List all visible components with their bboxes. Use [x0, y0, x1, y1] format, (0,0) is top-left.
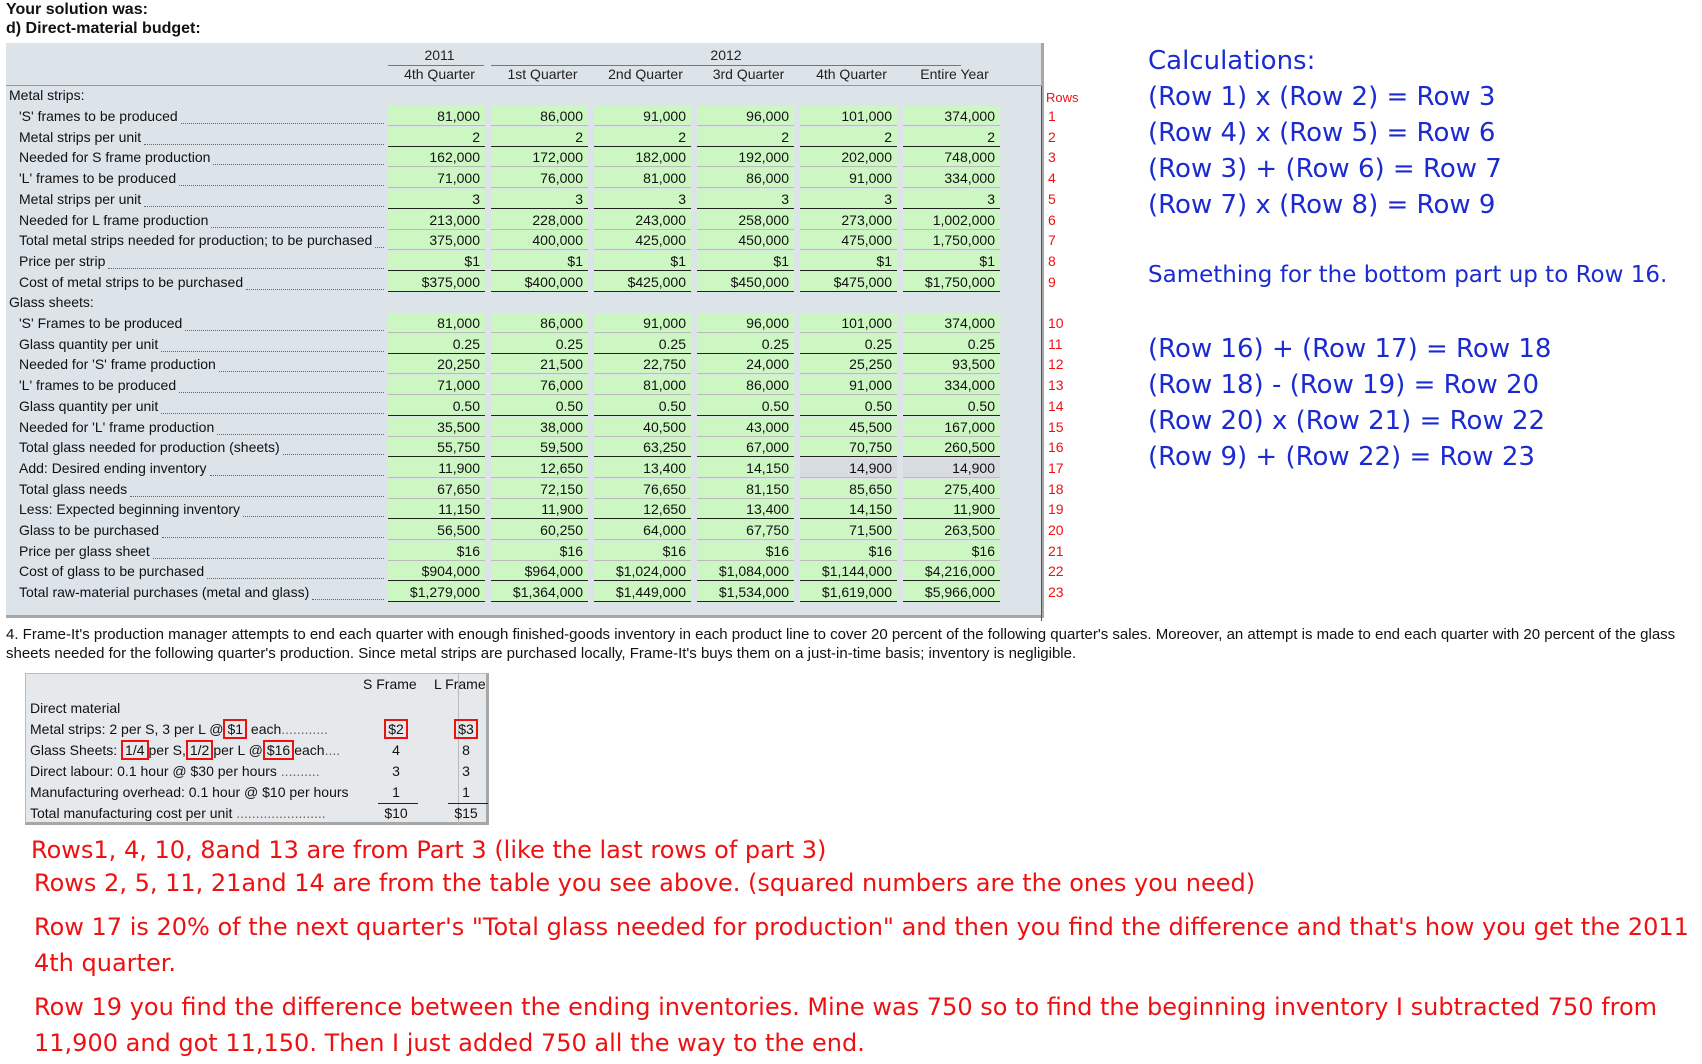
- rows-divider: [1041, 86, 1042, 621]
- value-cell: 375,000: [388, 230, 485, 250]
- value-cell: 20,250: [388, 354, 485, 374]
- value-cell: 86,000: [491, 106, 588, 126]
- value-cell: 40,500: [594, 417, 691, 437]
- value-cell: 11,900: [903, 499, 1000, 519]
- budget-row: [6, 168, 1044, 189]
- value-cell: 59,500: [491, 437, 588, 457]
- value-cell: 0.50: [903, 396, 1000, 416]
- value-cell: $16: [800, 541, 897, 561]
- budget-row: [6, 437, 1044, 458]
- row-label: Needed for L frame production: [19, 211, 209, 228]
- value-cell: 260,500: [903, 437, 1000, 457]
- leader-dots: [130, 482, 384, 497]
- row-number: 16: [1048, 439, 1064, 456]
- row-label: Price per glass sheet: [19, 542, 150, 559]
- row-number: 19: [1048, 501, 1064, 518]
- value-cell: 64,000: [594, 520, 691, 540]
- leader-dots: [144, 192, 384, 207]
- row-label: Needed for S frame production: [19, 149, 211, 166]
- budget-row: [6, 272, 1044, 293]
- value-cell: $1: [697, 251, 794, 271]
- value-cell: $1,619,000: [800, 582, 897, 602]
- value-cell: $450,000: [697, 272, 794, 292]
- value-cell: 0.25: [491, 334, 588, 354]
- row-label: 'L' frames to be produced: [19, 170, 177, 187]
- value-cell: 273,000: [800, 210, 897, 230]
- year-2011-header: 2011: [424, 47, 455, 63]
- col-header: 4th Quarter: [404, 66, 475, 82]
- row-number: 20: [1048, 522, 1064, 538]
- value-cell: 14,900: [903, 458, 1000, 478]
- value-cell: 43,000: [697, 417, 794, 437]
- calc-line: (Row 9) + (Row 22) = Row 23: [1148, 442, 1535, 472]
- row-number: 9: [1048, 273, 1056, 290]
- direct-material-label: Direct material: [30, 700, 121, 716]
- col-header: Entire Year: [920, 66, 989, 82]
- leader-dots: [213, 150, 384, 165]
- leader-dots: [144, 130, 384, 145]
- value-cell: 3: [491, 189, 588, 209]
- value-cell: 0.25: [594, 334, 691, 354]
- value-cell: 81,000: [594, 375, 691, 395]
- value-cell: 0.50: [388, 396, 485, 416]
- row-label: Needed for 'L' frame production: [19, 418, 215, 435]
- row-label: Cost of metal strips to be purchased: [19, 273, 244, 290]
- leader-dots: [161, 399, 384, 414]
- value-cell: 425,000: [594, 230, 691, 250]
- leader-dots: [217, 420, 384, 435]
- value-cell: 24,000: [697, 354, 794, 374]
- calc-line: (Row 3) + (Row 6) = Row 7: [1148, 154, 1502, 184]
- value-cell: $904,000: [388, 561, 485, 581]
- budget-row: [6, 210, 1044, 231]
- leader-dots: [181, 109, 384, 124]
- value-cell: 2: [388, 127, 485, 147]
- value-cell: 45,500: [800, 417, 897, 437]
- glass-sheets-label: Glass Sheets: 1/4 per S, 1/2 per L @ $16 each....: [30, 742, 341, 758]
- value-cell: 167,000: [903, 417, 1000, 437]
- value-cell: 67,000: [697, 437, 794, 457]
- value-cell: $425,000: [594, 272, 691, 292]
- value-cell: 0.25: [697, 334, 794, 354]
- value-cell: $1: [491, 251, 588, 271]
- value-cell: 56,500: [388, 520, 485, 540]
- value-cell: 76,000: [491, 375, 588, 395]
- metal-strips-label: Metal strips: 2 per S, 3 per L @ $1 each............: [30, 721, 328, 737]
- budget-row: [6, 458, 1044, 479]
- row-label: Price per strip: [19, 252, 106, 269]
- budget-row: [6, 561, 1044, 582]
- section-glass-sheets: Glass sheets:: [9, 294, 94, 310]
- row-number: 7: [1048, 232, 1056, 249]
- value-cell: 11,900: [388, 458, 485, 478]
- value-cell: 71,500: [800, 520, 897, 540]
- col-header: 3rd Quarter: [712, 66, 785, 82]
- col-l-frame: L Frame: [434, 676, 486, 692]
- value-cell: $1: [594, 251, 691, 271]
- row-number: 4: [1048, 170, 1056, 187]
- value-cell: 748,000: [903, 147, 1000, 167]
- row-label: Less: Expected beginning inventory: [19, 501, 241, 518]
- value-cell: 172,000: [491, 147, 588, 167]
- value-cell: $1,024,000: [594, 561, 691, 581]
- leader-dots: [375, 233, 384, 248]
- s-total-value: $10: [384, 805, 408, 821]
- row-label: Metal strips per unit: [19, 128, 142, 145]
- value-cell: 2: [800, 127, 897, 147]
- value-cell: 12,650: [594, 499, 691, 519]
- calc-line: (Row 4) x (Row 5) = Row 6: [1148, 118, 1496, 148]
- row-label: Glass quantity per unit: [19, 335, 159, 352]
- leader-dots: [210, 461, 384, 476]
- value-cell: 93,500: [903, 354, 1000, 374]
- row-number: 23: [1048, 584, 1064, 601]
- value-cell: $375,000: [388, 272, 485, 292]
- leader-dots: [246, 275, 384, 290]
- row-number: 10: [1048, 315, 1064, 331]
- col-s-frame: S Frame: [363, 676, 417, 692]
- calc-note: Samething for the bottom part up to Row 16.: [1148, 262, 1668, 288]
- value-cell: 38,000: [491, 417, 588, 437]
- value-cell: 1,002,000: [903, 210, 1000, 230]
- row-label: Glass to be purchased: [19, 522, 160, 538]
- value-cell: 91,000: [594, 313, 691, 333]
- col-header: 1st Quarter: [507, 66, 578, 82]
- calc-line: (Row 20) x (Row 21) = Row 22: [1148, 406, 1546, 436]
- row-label: Total glass needed for production (sheets): [19, 439, 280, 456]
- year-2012-header: 2012: [710, 47, 742, 63]
- value-cell: $1,279,000: [388, 582, 485, 602]
- value-cell: 12,650: [491, 458, 588, 478]
- question-note: 4. Frame-It's production manager attempts to end each quarter with enough finished-goods inventory in each product line to cover 20 percent of the following quarter's sales. Moreover, an attempt is made to end each quarter with 20 percent of the glass sheets needed for the following quarter's production. Since metal strips are purchased locally, Frame-It's buys them on a just-in-time basis; inventory is negligible.: [6, 626, 1676, 662]
- value-cell: 11,900: [491, 499, 588, 519]
- value-cell: 81,000: [388, 106, 485, 126]
- value-cell: 67,650: [388, 479, 485, 499]
- row-label: Metal strips per unit: [19, 190, 142, 207]
- row-number: 6: [1048, 211, 1056, 228]
- value-cell: 11,150: [388, 499, 485, 519]
- value-cell: 374,000: [903, 106, 1000, 126]
- leader-dots: [108, 254, 384, 269]
- value-cell: 86,000: [697, 168, 794, 188]
- leader-dots: [312, 585, 384, 600]
- value-cell: 2: [697, 127, 794, 147]
- l-overhead-value: 1: [462, 784, 470, 800]
- value-cell: $16: [491, 541, 588, 561]
- calc-line: (Row 7) x (Row 8) = Row 9: [1148, 190, 1496, 220]
- value-cell: 101,000: [800, 106, 897, 126]
- budget-row: [6, 396, 1044, 417]
- budget-row: [6, 499, 1044, 520]
- value-cell: 0.25: [388, 334, 485, 354]
- l-labour-value: 3: [462, 763, 470, 779]
- value-cell: $400,000: [491, 272, 588, 292]
- budget-row: [6, 375, 1044, 396]
- value-cell: 3: [903, 189, 1000, 209]
- value-cell: 0.50: [491, 396, 588, 416]
- value-cell: 228,000: [491, 210, 588, 230]
- value-cell: 0.50: [800, 396, 897, 416]
- value-cell: 81,150: [697, 479, 794, 499]
- row-number: 18: [1048, 480, 1064, 497]
- overhead-label: Manufacturing overhead: 0.1 hour @ $10 per hours: [30, 784, 349, 800]
- row-number: 3: [1048, 149, 1056, 166]
- row-number: 5: [1048, 190, 1056, 207]
- budget-row: [6, 127, 1044, 148]
- value-cell: 35,500: [388, 417, 485, 437]
- budget-heading: d) Direct-material budget:: [6, 20, 201, 37]
- row-number: 8: [1048, 252, 1056, 269]
- leader-dots: [179, 378, 384, 393]
- value-cell: 71,000: [388, 375, 485, 395]
- red-note: Row 17 is 20% of the next quarter's "Total glass needed for production" and then you find the difference and that's how you get the 2011: [34, 913, 1689, 941]
- row-label: Add: Desired ending inventory: [19, 459, 207, 476]
- value-cell: 13,400: [697, 499, 794, 519]
- leader-dots: [207, 564, 384, 579]
- value-cell: 25,250: [800, 354, 897, 374]
- red-note: Rows 2, 5, 11, 21and 14 are from the table you see above. (squared numbers are the ones you need): [34, 869, 1256, 897]
- value-cell: $16: [388, 541, 485, 561]
- col-header: 4th Quarter: [816, 66, 887, 82]
- row-number: 15: [1048, 418, 1064, 435]
- value-cell: $1: [903, 251, 1000, 271]
- value-cell: 14,150: [800, 499, 897, 519]
- row-label: Total glass needs: [19, 480, 128, 497]
- red-note: Rows1, 4, 10, 8and 13 are from Part 3 (like the last rows of part 3): [31, 836, 827, 864]
- budget-row: [6, 106, 1044, 127]
- value-cell: 67,750: [697, 520, 794, 540]
- value-cell: 91,000: [594, 106, 691, 126]
- value-cell: $475,000: [800, 272, 897, 292]
- value-cell: $1,144,000: [800, 561, 897, 581]
- row-number: 1: [1048, 108, 1056, 124]
- value-cell: $1,084,000: [697, 561, 794, 581]
- value-cell: 2: [903, 127, 1000, 147]
- s-overhead-value: 1: [392, 784, 400, 800]
- value-cell: 400,000: [491, 230, 588, 250]
- value-cell: 86,000: [697, 375, 794, 395]
- value-cell: 13,400: [594, 458, 691, 478]
- leader-dots: [283, 440, 384, 455]
- row-label: Total metal strips needed for production; to be purchased: [19, 232, 373, 249]
- s-glass-value: 4: [392, 742, 400, 758]
- row-number: 14: [1048, 397, 1064, 414]
- value-cell: 3: [594, 189, 691, 209]
- value-cell: $1: [800, 251, 897, 271]
- value-cell: 0.50: [697, 396, 794, 416]
- value-cell: 86,000: [491, 313, 588, 333]
- value-cell: $16: [903, 541, 1000, 561]
- s-metal-value: $2: [376, 721, 416, 737]
- value-cell: 14,900: [800, 458, 897, 478]
- value-cell: 85,650: [800, 479, 897, 499]
- value-cell: 55,750: [388, 437, 485, 457]
- value-cell: 275,400: [903, 479, 1000, 499]
- row-label: 'S' Frames to be produced: [19, 315, 183, 331]
- row-number: 22: [1048, 563, 1064, 580]
- value-cell: 63,250: [594, 437, 691, 457]
- value-cell: $1,750,000: [903, 272, 1000, 292]
- value-cell: 81,000: [594, 168, 691, 188]
- leader-dots: [153, 544, 384, 559]
- value-cell: $1,364,000: [491, 582, 588, 602]
- value-cell: $5,966,000: [903, 582, 1000, 602]
- col-header: 2nd Quarter: [608, 66, 683, 82]
- glass-qty-s-box: 1/4: [121, 740, 148, 760]
- budget-row: [6, 417, 1044, 438]
- value-cell: 0.25: [903, 334, 1000, 354]
- value-cell: $1: [388, 251, 485, 271]
- value-cell: 91,000: [800, 375, 897, 395]
- value-cell: 334,000: [903, 375, 1000, 395]
- row-label: Cost of glass to be purchased: [19, 563, 205, 580]
- value-cell: 192,000: [697, 147, 794, 167]
- row-label: Needed for 'S' frame production: [19, 356, 216, 373]
- value-cell: 60,250: [491, 520, 588, 540]
- value-cell: 3: [388, 189, 485, 209]
- value-cell: 101,000: [800, 313, 897, 333]
- value-cell: 450,000: [697, 230, 794, 250]
- value-cell: 2: [594, 127, 691, 147]
- glass-price-box: $16: [263, 740, 294, 760]
- rows-label: Rows: [1046, 90, 1079, 105]
- calc-line: (Row 18) - (Row 19) = Row 20: [1148, 370, 1540, 400]
- row-number: 21: [1048, 542, 1064, 559]
- row-label: Total raw-material purchases (metal and glass): [19, 584, 310, 601]
- leader-dots: [185, 316, 384, 331]
- value-cell: $16: [594, 541, 691, 561]
- value-cell: $964,000: [491, 561, 588, 581]
- leader-dots: [211, 213, 384, 228]
- value-cell: 258,000: [697, 210, 794, 230]
- value-cell: 76,000: [491, 168, 588, 188]
- value-cell: 334,000: [903, 168, 1000, 188]
- value-cell: 182,000: [594, 147, 691, 167]
- budget-row: [6, 313, 1044, 334]
- budget-row: [6, 582, 1044, 603]
- red-note: 4th quarter.: [34, 949, 177, 977]
- value-cell: 96,000: [697, 313, 794, 333]
- value-cell: 213,000: [388, 210, 485, 230]
- l-total-value: $15: [454, 805, 478, 821]
- calc-line: (Row 16) + (Row 17) = Row 18: [1148, 334, 1552, 364]
- row-label: Glass quantity per unit: [19, 397, 159, 414]
- labour-label: Direct labour: 0.1 hour @ $30 per hours ..........: [30, 763, 320, 779]
- value-cell: $1,534,000: [697, 582, 794, 602]
- calculations-title: Calculations:: [1148, 46, 1316, 76]
- value-cell: 374,000: [903, 313, 1000, 333]
- value-cell: 21,500: [491, 354, 588, 374]
- leader-dots: [179, 171, 384, 186]
- value-cell: 14,150: [697, 458, 794, 478]
- value-cell: 76,650: [594, 479, 691, 499]
- value-cell: 81,000: [388, 313, 485, 333]
- value-cell: 3: [697, 189, 794, 209]
- leader-dots: [243, 502, 384, 517]
- value-cell: $4,216,000: [903, 561, 1000, 581]
- calc-line: (Row 1) x (Row 2) = Row 3: [1148, 82, 1496, 112]
- s-labour-value: 3: [392, 763, 400, 779]
- value-cell: $1,449,000: [594, 582, 691, 602]
- total-cost-label: Total manufacturing cost per unit .......................: [30, 805, 326, 821]
- budget-row: [6, 251, 1044, 272]
- row-label: 'S' frames to be produced: [19, 108, 178, 124]
- budget-row: [6, 354, 1044, 375]
- row-number: 2: [1048, 128, 1056, 145]
- value-cell: 72,150: [491, 479, 588, 499]
- budget-row: [6, 147, 1044, 168]
- red-note: Row 19 you find the difference between the ending inventories. Mine was 750 so to find the beginning inventory I subtracted 750 from: [34, 993, 1658, 1021]
- budget-row: [6, 520, 1044, 541]
- value-cell: 263,500: [903, 520, 1000, 540]
- value-cell: 91,000: [800, 168, 897, 188]
- solution-heading: Your solution was:: [6, 1, 148, 18]
- value-cell: 70,750: [800, 437, 897, 457]
- unit-cost-table: [25, 673, 489, 825]
- value-cell: 0.25: [800, 334, 897, 354]
- value-cell: 475,000: [800, 230, 897, 250]
- value-cell: 71,000: [388, 168, 485, 188]
- value-cell: 243,000: [594, 210, 691, 230]
- leader-dots: [162, 523, 384, 538]
- budget-row: [6, 334, 1044, 355]
- value-cell: 96,000: [697, 106, 794, 126]
- value-cell: 0.50: [594, 396, 691, 416]
- row-number: 11: [1048, 335, 1063, 352]
- value-cell: 3: [800, 189, 897, 209]
- value-cell: 162,000: [388, 147, 485, 167]
- glass-qty-l-box: 1/2: [186, 740, 213, 760]
- row-label: 'L' frames to be produced: [19, 377, 177, 394]
- value-cell: 2: [491, 127, 588, 147]
- value-cell: 202,000: [800, 147, 897, 167]
- section-metal-strips: Metal strips:: [9, 87, 85, 103]
- direct-material-budget-table: [6, 43, 1044, 618]
- leader-dots: [161, 337, 384, 352]
- budget-row: [6, 479, 1044, 500]
- value-cell: $16: [697, 541, 794, 561]
- red-note: 11,900 and got 11,150. Then I just added 750 all the way to the end.: [34, 1029, 865, 1057]
- leader-dots: [219, 357, 384, 372]
- budget-row: [6, 189, 1044, 210]
- row-number: 12: [1048, 356, 1064, 373]
- l-metal-value: $3: [446, 721, 486, 737]
- budget-row: [6, 230, 1044, 251]
- value-cell: 22,750: [594, 354, 691, 374]
- value-cell: 1,750,000: [903, 230, 1000, 250]
- row-number: 17: [1048, 459, 1064, 476]
- metal-price-box: $1: [223, 719, 247, 739]
- l-glass-value: 8: [462, 742, 470, 758]
- budget-row: [6, 541, 1044, 562]
- row-number: 13: [1048, 377, 1064, 394]
